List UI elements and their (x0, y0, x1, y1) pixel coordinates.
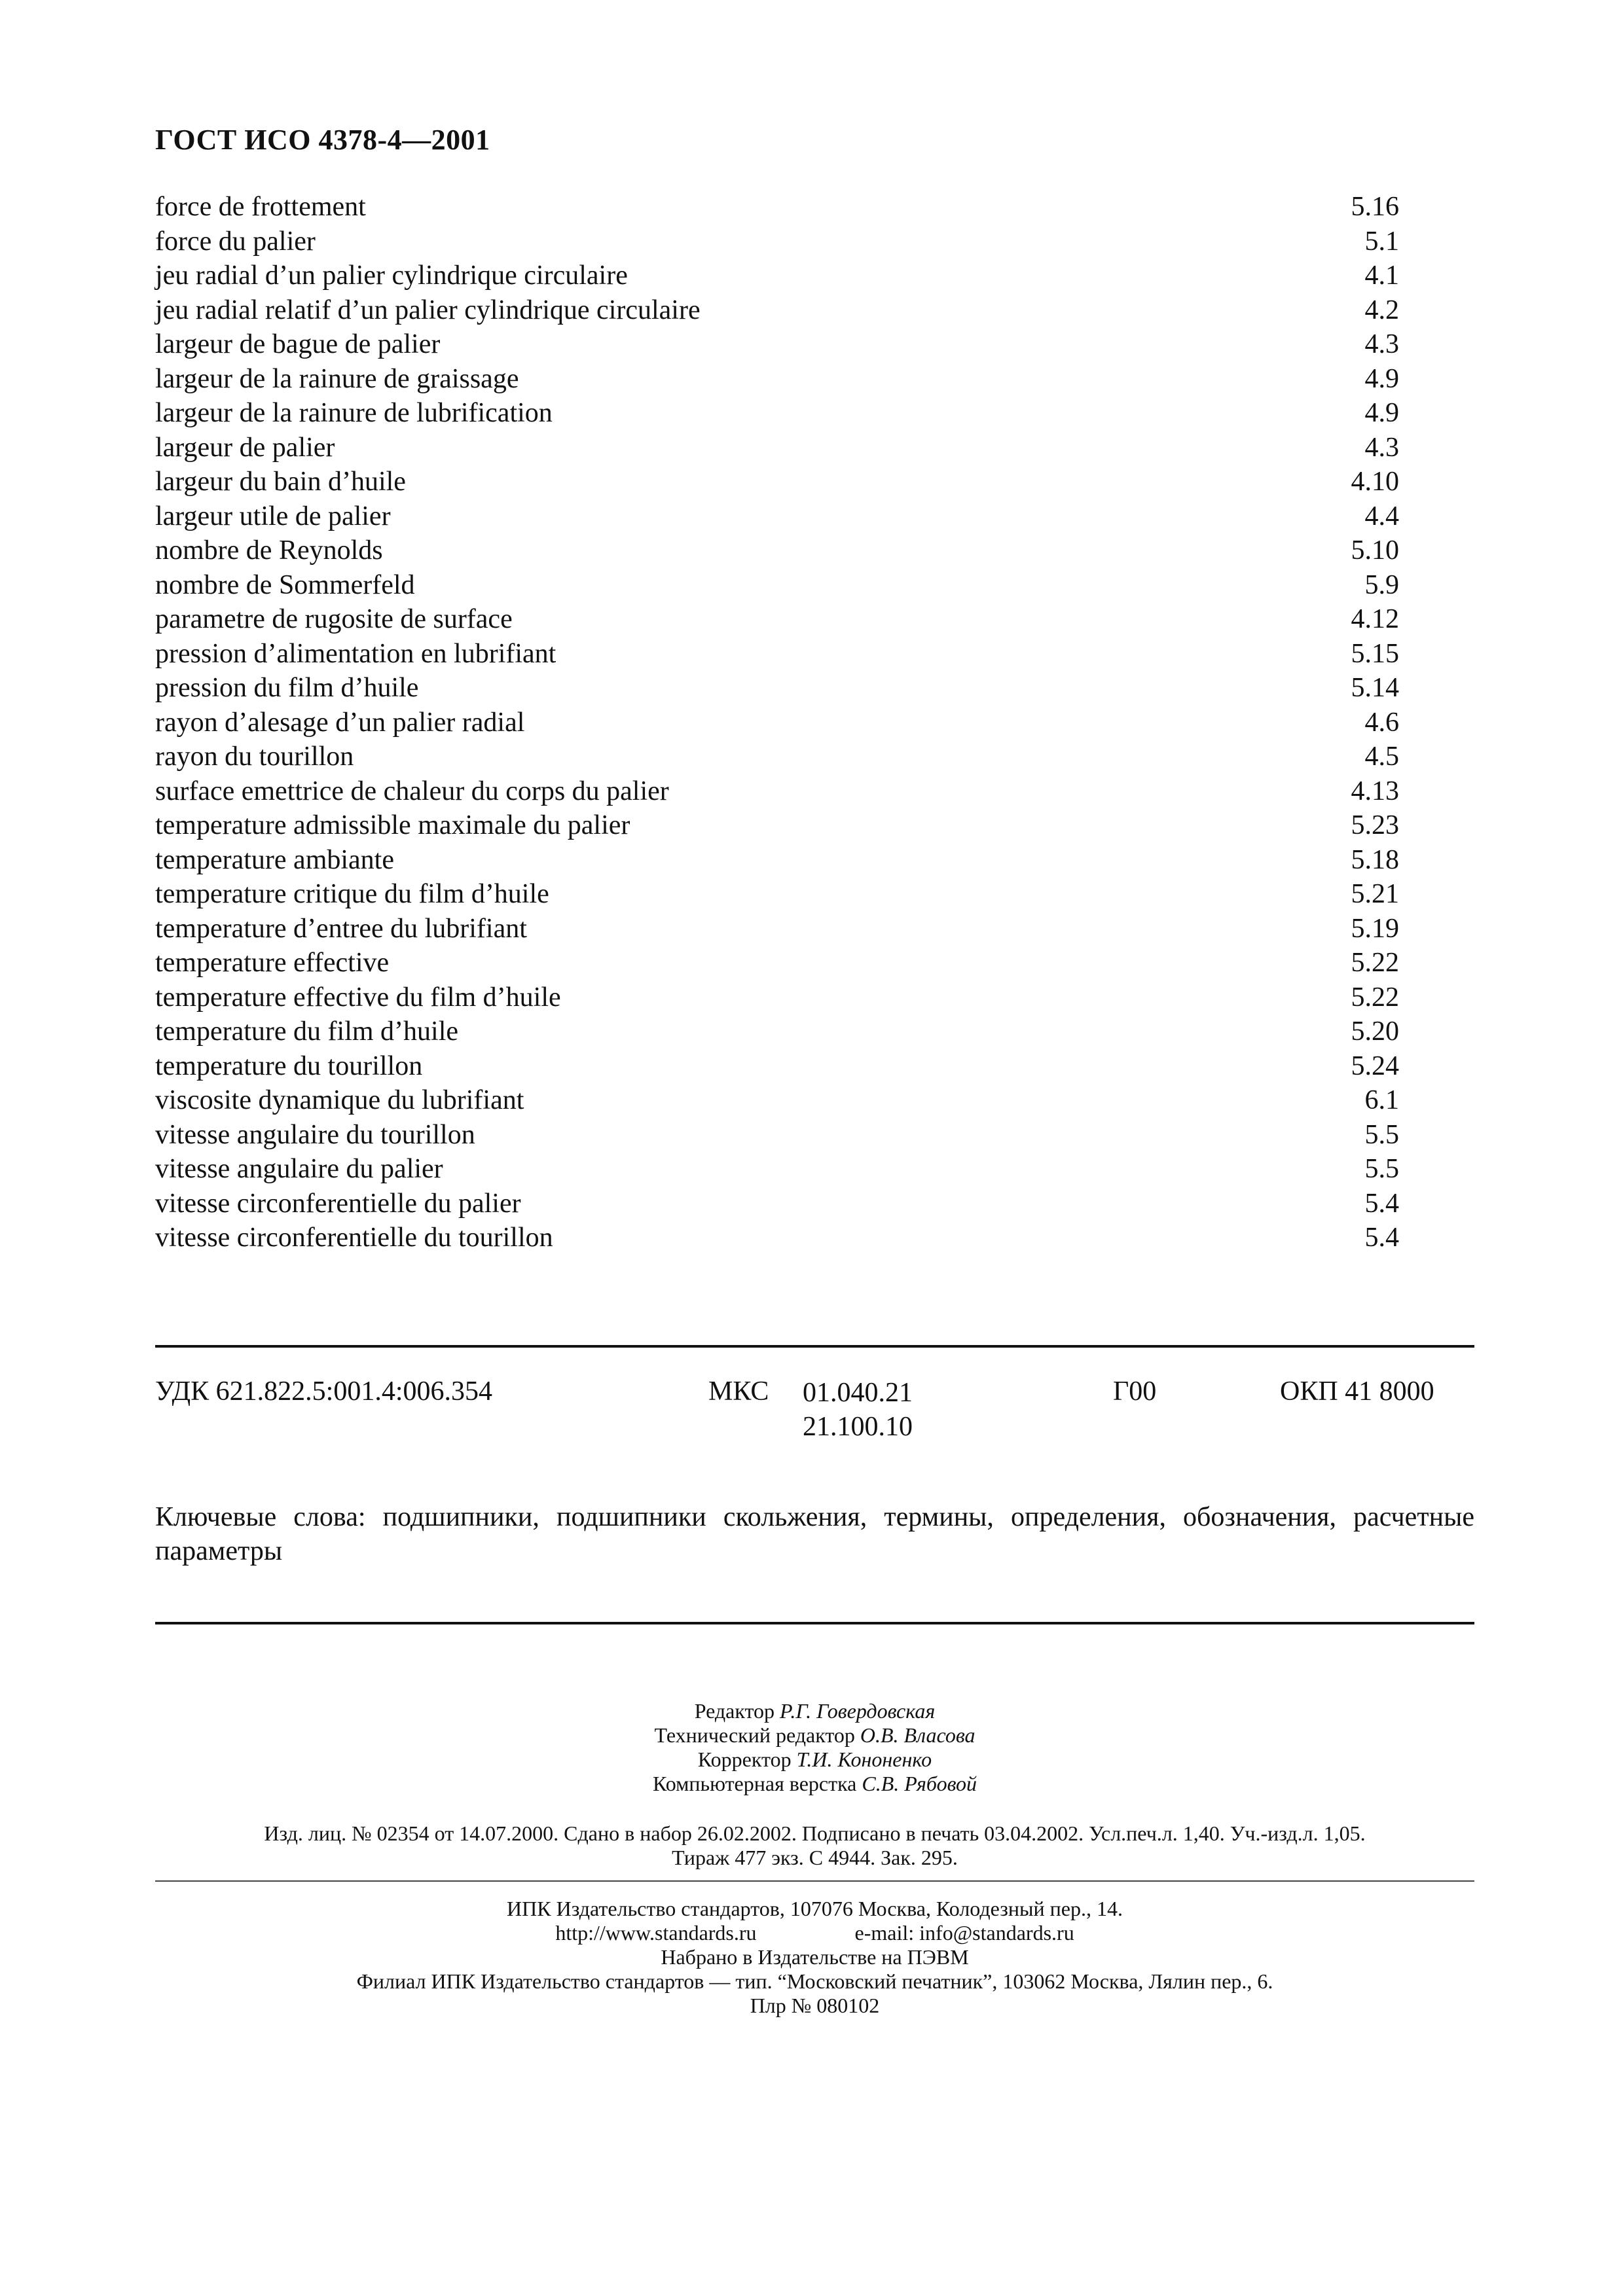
index-term: temperature effective (155, 948, 390, 978)
index-ref: 5.5 (1364, 1154, 1399, 1184)
index-term: viscosite dynamique du lubrifiant (155, 1085, 524, 1115)
index-row (155, 465, 1399, 499)
index-row (155, 499, 1399, 534)
index-row (155, 327, 1399, 362)
index-row (155, 912, 1399, 946)
print-info-line: Тираж 477 экз. С 4944. Зак. 295. (672, 1846, 958, 1869)
credit-editor (155, 1699, 1474, 1723)
index-row (155, 1083, 1399, 1118)
publisher-address: ИПК Издательство стандартов, 107076 Москва, Колодезный пер., 14. (507, 1897, 1123, 1920)
index-term: force du palier (155, 226, 316, 257)
index-ref: 5.20 (1351, 1016, 1399, 1047)
index-term: largeur utile de palier (155, 501, 391, 531)
index-row (155, 1187, 1399, 1221)
publisher-contacts (155, 1921, 1474, 1945)
index-ref: 5.24 (1351, 1050, 1399, 1081)
index-ref: 5.16 (1351, 192, 1399, 222)
index-ref: 4.4 (1364, 501, 1399, 531)
index-ref: 4.9 (1364, 363, 1399, 394)
index-ref: 4.13 (1351, 776, 1399, 806)
credits-block (155, 1699, 1474, 1796)
index-row (155, 637, 1399, 672)
index-row (155, 293, 1399, 328)
credit-role: Корректор (697, 1748, 792, 1771)
index-row (155, 224, 1399, 259)
credit-corrector (155, 1748, 1474, 1772)
credit-role: Компьютерная верстка (652, 1772, 857, 1795)
index-ref: 5.4 (1364, 1223, 1399, 1253)
index-term: temperature du tourillon (155, 1050, 423, 1081)
index-row (155, 568, 1399, 603)
index-row (155, 671, 1399, 706)
index-term: pression du film d’huile (155, 673, 419, 703)
keywords: Ключевые слова: подшипники, подшипники скольжения, термины, определения, обозначения, расчетные параметры (155, 1502, 1474, 1566)
index-ref: 4.12 (1351, 604, 1399, 634)
index-term: pression d’alimentation en lubrifiant (155, 638, 556, 669)
g-code: Г00 (1113, 1376, 1157, 1407)
index-ref: 5.23 (1351, 810, 1399, 840)
index-ref: 5.22 (1351, 948, 1399, 978)
index-row (155, 362, 1399, 397)
index-term: largeur de la rainure de lubrification (155, 398, 553, 428)
index-term: temperature du film d’huile (155, 1016, 459, 1047)
publisher-license: Плр № 080102 (750, 1994, 880, 2017)
index-term: largeur de bague de palier (155, 329, 441, 359)
index-term: vitesse angulaire du tourillon (155, 1119, 475, 1150)
index-row (155, 259, 1399, 293)
index-ref: 4.2 (1364, 295, 1399, 325)
credit-name: Р.Г. Говердовская (780, 1699, 936, 1723)
credit-tech-editor (155, 1723, 1474, 1748)
index-ref: 4.6 (1364, 707, 1399, 738)
index-ref: 4.3 (1364, 432, 1399, 463)
index-row (155, 877, 1399, 912)
index-ref: 5.9 (1364, 569, 1399, 600)
index-row (155, 1152, 1399, 1187)
mks-codes (803, 1376, 913, 1444)
index-term: nombre de Reynolds (155, 535, 383, 565)
index-term: temperature effective du film d’huile (155, 982, 561, 1013)
index-ref: 5.4 (1364, 1188, 1399, 1219)
index-ref: 5.14 (1351, 673, 1399, 703)
index-term: vitesse angulaire du palier (155, 1154, 443, 1184)
index-term: largeur du bain d’huile (155, 467, 406, 497)
index-row (155, 740, 1399, 774)
index-term: rayon du tourillon (155, 742, 354, 772)
document-title: ГОСТ ИСО 4378-4—2001 (155, 124, 490, 156)
index-term: temperature ambiante (155, 844, 394, 875)
index-ref: 5.21 (1351, 879, 1399, 909)
index-term: largeur de palier (155, 432, 335, 463)
index-term: temperature admissible maximale du palier (155, 810, 630, 840)
credit-role: Технический редактор (654, 1723, 855, 1747)
index-row (155, 1014, 1399, 1049)
publisher-typeset: Набрано в Издательстве на ПЭВМ (661, 1945, 969, 1969)
index-term: temperature d’entree du lubrifiant (155, 913, 527, 944)
index-row (155, 602, 1399, 637)
index-row (155, 1118, 1399, 1153)
index-term: surface emettrice de chaleur du corps du palier (155, 776, 669, 806)
index-ref: 4.10 (1351, 467, 1399, 497)
index-term: temperature critique du film d’huile (155, 879, 549, 909)
credit-layout (155, 1772, 1474, 1796)
credit-role: Редактор (694, 1699, 775, 1723)
index-term: parametre de rugosite de surface (155, 604, 513, 634)
okp-code: ОКП 41 8000 (1280, 1376, 1434, 1407)
mks-code: 01.040.21 (803, 1378, 913, 1408)
index-term: vitesse circonferentielle du tourillon (155, 1223, 553, 1253)
index-term: vitesse circonferentielle du palier (155, 1188, 521, 1219)
index-term: jeu radial relatif d’un palier cylindrique circulaire (155, 295, 701, 325)
publisher-branch: Филиал ИПК Издательство стандартов — тип. “Московский печатник”, 103062 Москва, Лялин пер., 6. (356, 1969, 1273, 1993)
divider (155, 1622, 1474, 1624)
index-ref: 5.5 (1364, 1119, 1399, 1150)
index-row (155, 774, 1399, 809)
udk-code: УДК 621.822.5:001.4:006.354 (155, 1376, 492, 1407)
credit-name: Т.И. Кононенко (796, 1748, 932, 1771)
index-term: nombre de Sommerfeld (155, 569, 415, 600)
publisher-email: e-mail: info@standards.ru (854, 1921, 1074, 1945)
index-ref: 5.1 (1364, 226, 1399, 257)
index-ref: 4.9 (1364, 398, 1399, 428)
publisher-block (155, 1897, 1474, 2018)
index-row (155, 190, 1399, 224)
index-ref: 4.3 (1364, 329, 1399, 359)
thin-divider (155, 1880, 1474, 1882)
print-info-line: Изд. лиц. № 02354 от 14.07.2000. Сдано в набор 26.02.2002. Подписано в печать 03.04.2002. Усл.печ.л. 1,40. Уч.-изд.л. 1,05. (264, 1821, 1366, 1845)
index-row (155, 533, 1399, 568)
index-ref: 4.5 (1364, 742, 1399, 772)
index-ref: 5.10 (1351, 535, 1399, 565)
index-row (155, 431, 1399, 465)
credit-name: С.В. Рябовой (862, 1772, 977, 1795)
index-row (155, 1049, 1399, 1084)
index-row (155, 1221, 1399, 1255)
index-ref: 5.18 (1351, 844, 1399, 875)
index-ref: 5.22 (1351, 982, 1399, 1013)
mks-code: 21.100.10 (803, 1412, 913, 1442)
index-ref: 4.1 (1364, 260, 1399, 291)
index-row (155, 396, 1399, 431)
index-row (155, 808, 1399, 843)
index-row (155, 843, 1399, 878)
index-term: rayon d’alesage d’un palier radial (155, 707, 525, 738)
mks-label: МКС (708, 1376, 769, 1407)
publisher-website: http://www.standards.ru (555, 1921, 757, 1945)
index-row (155, 706, 1399, 740)
index-ref: 6.1 (1364, 1085, 1399, 1115)
index-row (155, 946, 1399, 980)
index-term: largeur de la rainure de graissage (155, 363, 519, 394)
print-info (155, 1821, 1474, 1870)
divider (155, 1345, 1474, 1348)
term-index-list (155, 190, 1399, 1255)
index-ref: 5.15 (1351, 638, 1399, 669)
index-ref: 5.19 (1351, 913, 1399, 944)
credit-name: О.В. Власова (860, 1723, 976, 1747)
index-row (155, 980, 1399, 1015)
index-term: jeu radial d’un palier cylindrique circulaire (155, 260, 628, 291)
index-term: force de frottement (155, 192, 366, 222)
